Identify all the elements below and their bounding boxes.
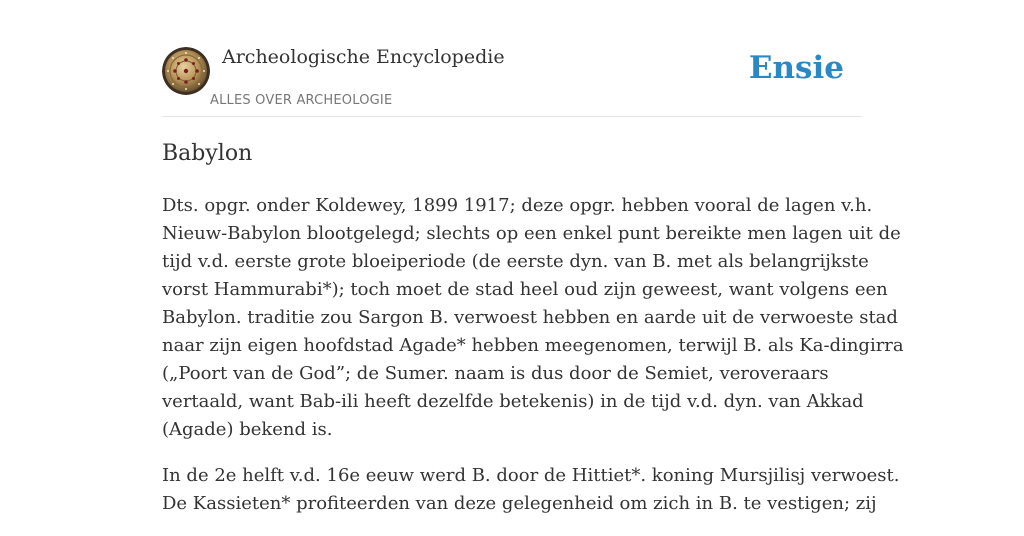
site-logo[interactable] bbox=[162, 47, 210, 95]
text-line: De Kassieten* profiteerden van deze gelegenheid om zich in B. te vestigen; zij bbox=[162, 493, 877, 514]
text-line: Dts. opgr. onder Koldewey, 1899 1917; deze opgr. hebben vooral de lagen v.h. bbox=[162, 195, 873, 216]
article-body bbox=[162, 192, 904, 536]
text-line: vertaald, want Bab-ili heeft dezelfde betekenis) in de tijd v.d. dyn. van Akkad bbox=[162, 391, 864, 412]
page-container bbox=[162, 0, 904, 514]
site-header bbox=[162, 0, 862, 117]
paragraph-2 bbox=[162, 462, 900, 518]
text-line: vorst Hammurabi*); toch moet de stad heel oud zijn geweest, want volgens een bbox=[162, 279, 888, 300]
text-line: („Poort van de God”; de Sumer. naam is dus door de Semiet, veroveraars bbox=[162, 363, 829, 384]
paragraph-1 bbox=[162, 192, 904, 444]
text-line: Babylon. traditie zou Sargon B. verwoest hebben en aarde uit de verwoeste stad bbox=[162, 307, 898, 328]
text-line: naar zijn eigen hoofdstad Agade* hebben meegenomen, terwijl B. als Ka-dingirra bbox=[162, 335, 904, 356]
gold-medallion-icon bbox=[162, 47, 210, 95]
ensie-brand-logo[interactable]: Ensie bbox=[748, 50, 844, 86]
text-line: Nieuw-Babylon blootgelegd; slechts op een enkel punt bereikte men lagen uit de bbox=[162, 223, 901, 244]
text-line: tijd v.d. eerste grote bloeiperiode (de eerste dyn. van B. met als belangrijkste bbox=[162, 251, 869, 272]
page-title: Babylon bbox=[162, 141, 253, 166]
text-line: In de 2e helft v.d. 16e eeuw werd B. door de Hittiet*. koning Mursjilisj verwoest. bbox=[162, 465, 900, 486]
site-tagline: ALLES OVER ARCHEOLOGIE bbox=[210, 93, 393, 108]
text-line: (Agade) bekend is. bbox=[162, 419, 333, 440]
site-title[interactable]: Archeologische Encyclopedie bbox=[222, 46, 505, 68]
